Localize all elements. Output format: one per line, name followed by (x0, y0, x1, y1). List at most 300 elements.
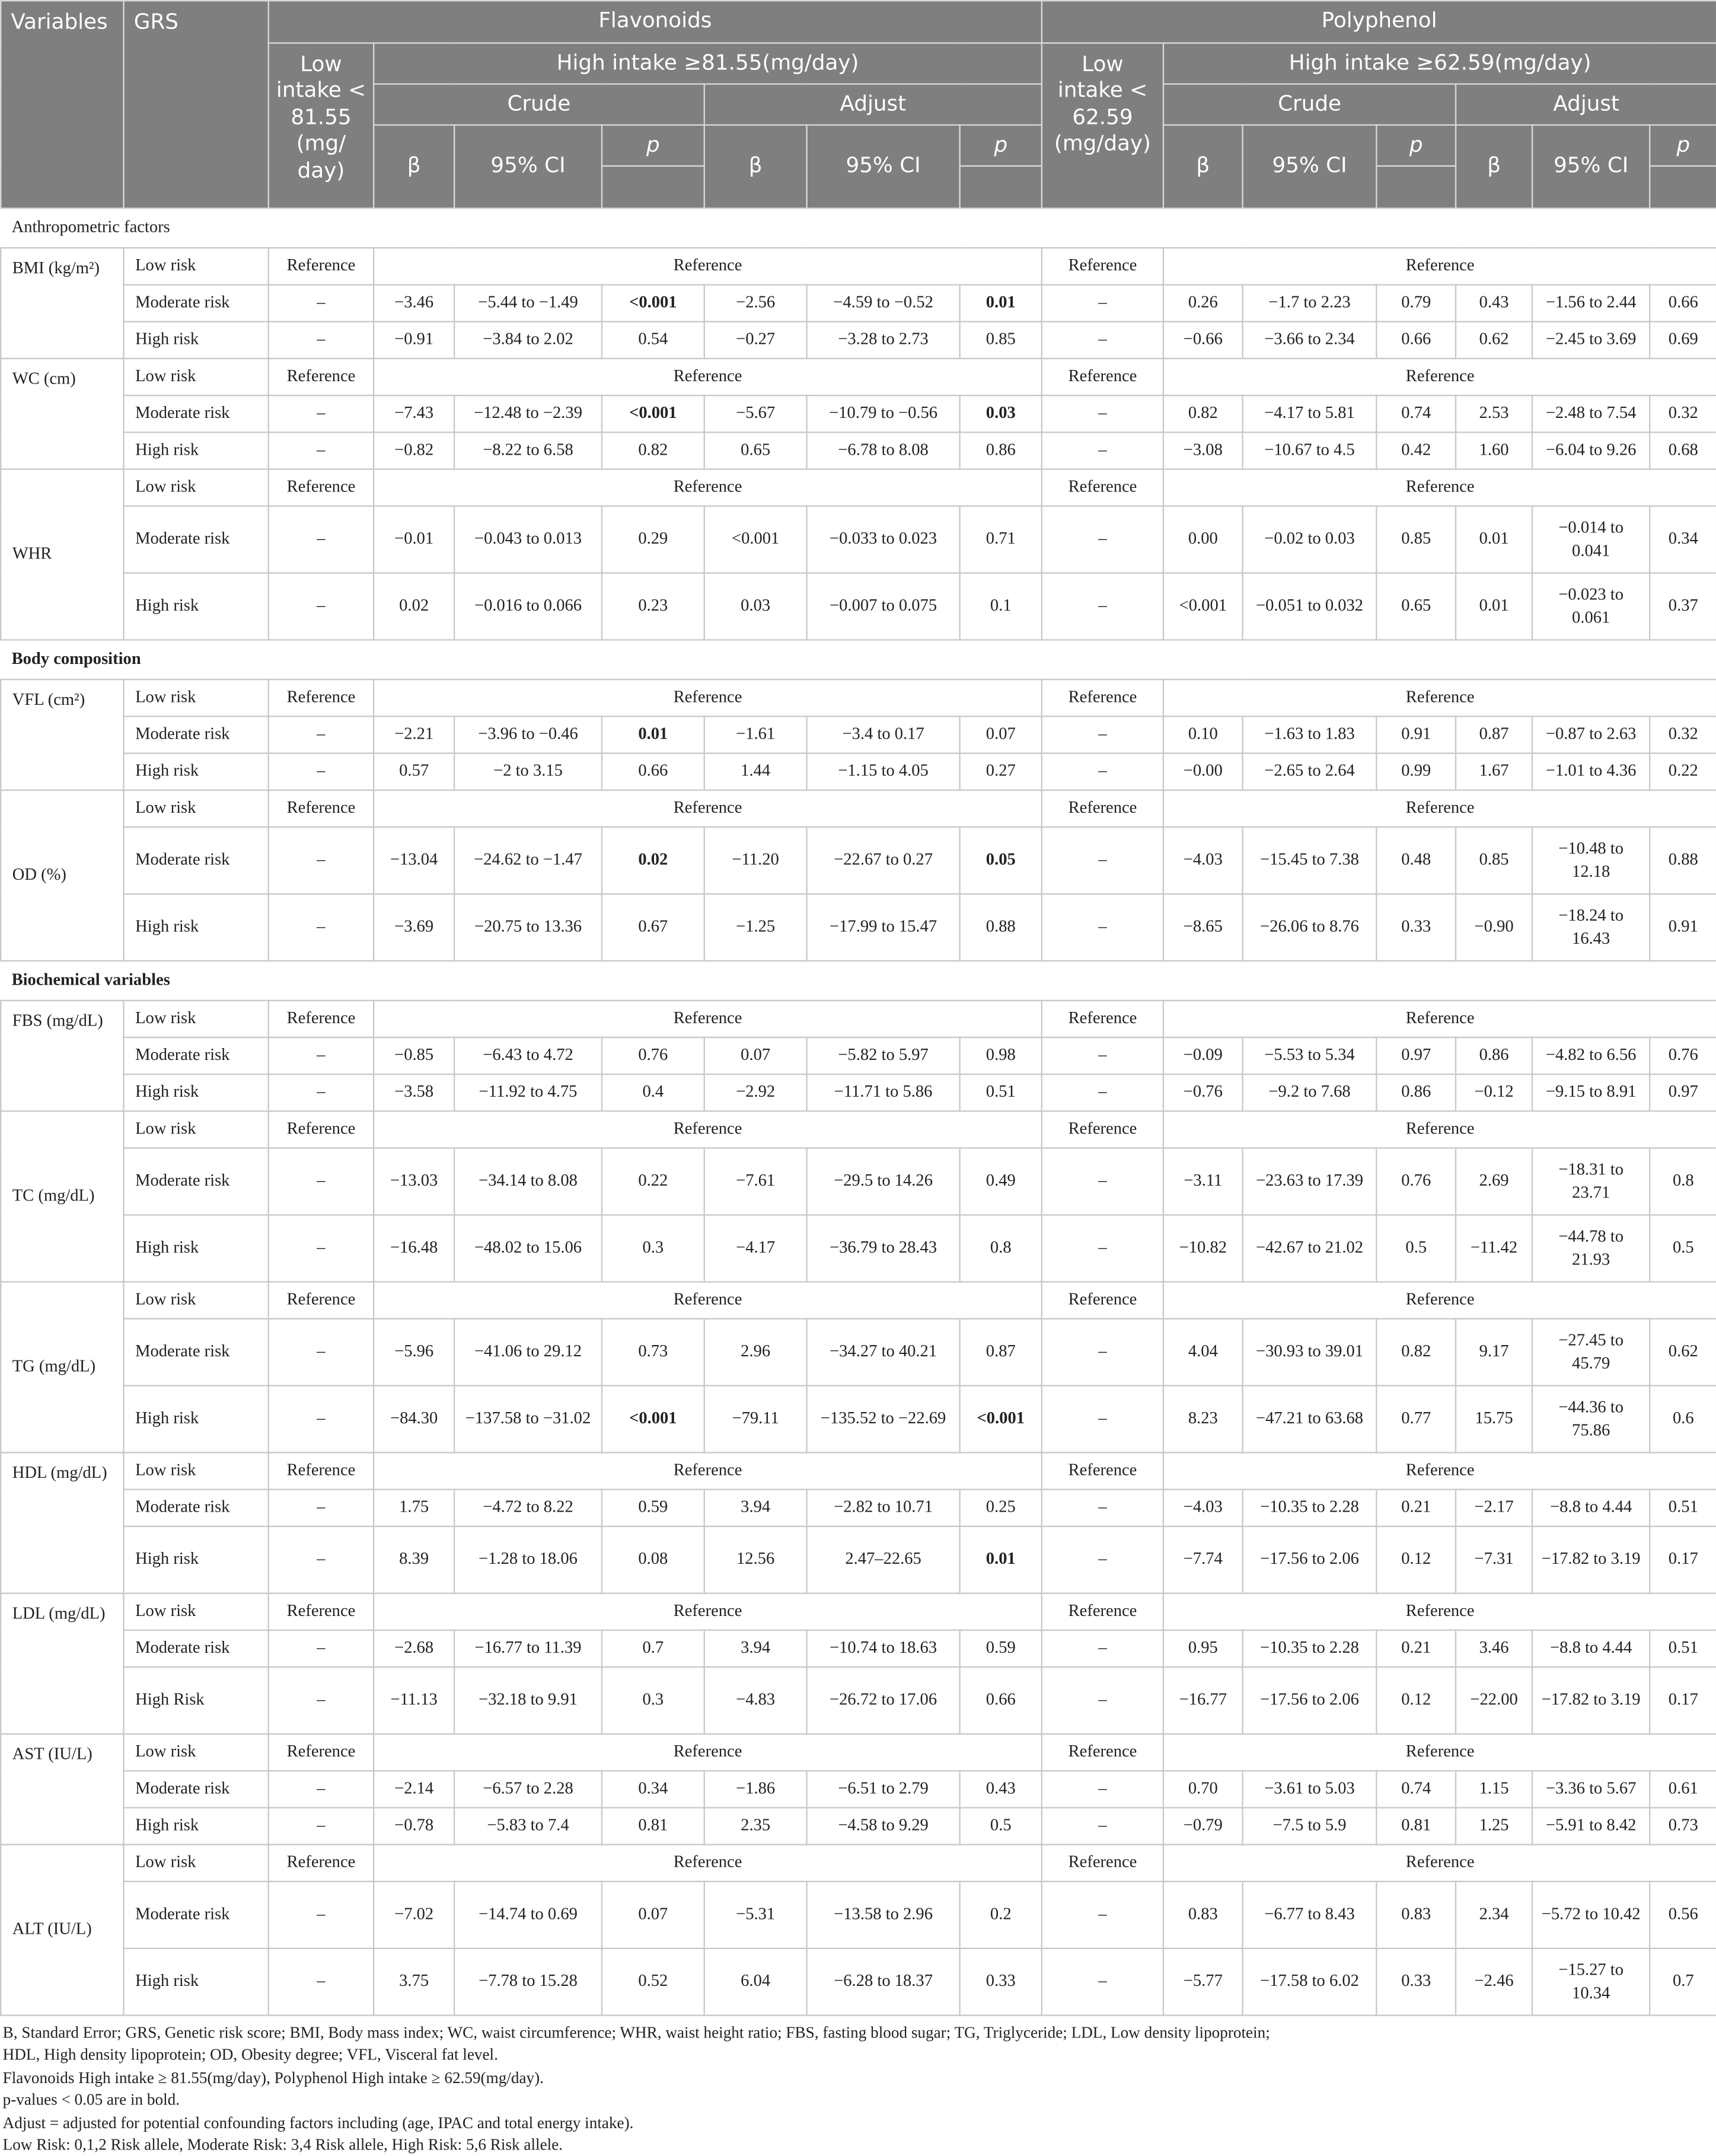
value-cell: −0.02 to 0.03 (1243, 506, 1377, 573)
header-flavonoids: Flavonoids (269, 1, 1042, 43)
value-cell: 0.37 (1650, 573, 1716, 640)
value-cell: −8.8 to 4.44 (1532, 1490, 1650, 1526)
value-cell: 0.97 (1376, 1037, 1456, 1074)
value-cell: −22.00 (1456, 1667, 1532, 1734)
table-header (1, 1, 1716, 208)
value-cell: – (1042, 322, 1163, 359)
value-cell: 0.07 (602, 1882, 704, 1949)
value-cell: −1.28 to 18.06 (454, 1526, 602, 1593)
value-cell: −34.14 to 8.08 (454, 1148, 602, 1215)
value-cell: 0.27 (960, 753, 1042, 790)
value-cell: 0.76 (1376, 1148, 1456, 1215)
value-cell: 0.86 (960, 432, 1042, 469)
value-cell: – (269, 1630, 374, 1667)
reference-cell: Reference (1042, 1845, 1163, 1882)
grs-level: High risk (124, 1074, 269, 1111)
value-cell: 0.81 (602, 1807, 704, 1844)
value-cell: −11.71 to 5.86 (807, 1074, 960, 1111)
table-body (1, 208, 1716, 2015)
value-cell: −0.014 to 0.041 (1532, 506, 1650, 573)
value-cell: −8.65 (1163, 894, 1243, 961)
value-cell: 3.75 (374, 1949, 454, 2016)
table-row (1, 1771, 1716, 1807)
value-cell: −10.35 to 2.28 (1243, 1490, 1377, 1526)
reference-cell: Reference (1163, 1452, 1716, 1489)
value-cell: −13.58 to 2.96 (807, 1882, 960, 1949)
table-row (1, 285, 1716, 321)
value-cell: 0.33 (1376, 894, 1456, 961)
value-cell: −44.78 to 21.93 (1532, 1215, 1650, 1282)
value-cell: <0.001 (602, 285, 704, 321)
table-row (1, 1037, 1716, 1074)
value-cell: – (269, 1148, 374, 1215)
grs-level: Low risk (124, 679, 269, 716)
value-cell: 0.74 (1376, 395, 1456, 432)
grs-level: High risk (124, 322, 269, 359)
value-cell: 0.08 (602, 1526, 704, 1593)
value-cell: 0.73 (1650, 1807, 1716, 1844)
value-cell: 0.76 (1650, 1037, 1716, 1074)
value-cell: −4.17 (704, 1215, 807, 1282)
table-row (1, 248, 1716, 285)
value-cell: −1.01 to 4.36 (1532, 753, 1650, 790)
variable-name: WC (cm) (1, 359, 123, 469)
value-cell: −29.5 to 14.26 (807, 1148, 960, 1215)
value-cell: 0.85 (1456, 827, 1532, 894)
table-row (1, 1148, 1716, 1215)
value-cell: 0.66 (602, 753, 704, 790)
value-cell: −10.82 (1163, 1215, 1243, 1282)
value-cell: 0.57 (374, 753, 454, 790)
reference-cell: Reference (269, 1593, 374, 1630)
value-cell: 0.02 (602, 827, 704, 894)
value-cell: 0.22 (1650, 753, 1716, 790)
value-cell: 1.15 (1456, 1771, 1532, 1807)
value-cell: −79.11 (704, 1386, 807, 1453)
value-cell: −44.36 to 75.86 (1532, 1386, 1650, 1453)
value-cell: <0.001 (704, 506, 807, 573)
value-cell: −22.67 to 0.27 (807, 827, 960, 894)
value-cell: −3.58 (374, 1074, 454, 1111)
value-cell: 0.66 (1376, 322, 1456, 359)
reference-cell: Reference (1042, 1734, 1163, 1771)
value-cell: −4.72 to 8.22 (454, 1490, 602, 1526)
value-cell: −1.86 (704, 1771, 807, 1807)
value-cell: 0.69 (1650, 322, 1716, 359)
value-cell: 0.33 (960, 1949, 1042, 2016)
value-cell: 2.53 (1456, 395, 1532, 432)
value-cell: 0.43 (1456, 285, 1532, 321)
value-cell: −20.75 to 13.36 (454, 894, 602, 961)
value-cell: −2.65 to 2.64 (1243, 753, 1377, 790)
reference-cell: Reference (1163, 248, 1716, 285)
value-cell: – (1042, 827, 1163, 894)
value-cell: −0.033 to 0.023 (807, 506, 960, 573)
value-cell: 0.88 (960, 894, 1042, 961)
header-polyphenol-high-intake: High intake ≥62.59(mg/day) (1163, 43, 1716, 84)
value-cell: −6.28 to 18.37 (807, 1949, 960, 2016)
value-cell: −4.17 to 5.81 (1243, 395, 1377, 432)
value-cell: <0.001 (960, 1386, 1042, 1453)
value-cell: 2.69 (1456, 1148, 1532, 1215)
value-cell: – (269, 1215, 374, 1282)
header-beta: β (374, 125, 454, 209)
value-cell: 0.5 (1376, 1215, 1456, 1282)
section-title: Anthropometric factors (1, 208, 1716, 248)
value-cell: −3.46 (374, 285, 454, 321)
value-cell: 0.66 (1650, 285, 1716, 321)
value-cell: −4.83 (704, 1667, 807, 1734)
header-p: p (960, 125, 1042, 166)
value-cell: 0.32 (1650, 395, 1716, 432)
value-cell: 0.51 (1650, 1630, 1716, 1667)
value-cell: −1.56 to 2.44 (1532, 285, 1650, 321)
value-cell: 0.74 (1376, 1771, 1456, 1807)
value-cell: 0.34 (602, 1771, 704, 1807)
value-cell: −0.66 (1163, 322, 1243, 359)
value-cell: 0.07 (704, 1037, 807, 1074)
value-cell: −7.78 to 15.28 (454, 1949, 602, 2016)
value-cell: 0.21 (1376, 1630, 1456, 1667)
reference-cell: Reference (374, 359, 1042, 395)
value-cell: −0.043 to 0.013 (454, 506, 602, 573)
value-cell: – (1042, 1319, 1163, 1386)
footnote-line: Low Risk: 0,1,2 Risk allele, Moderate Risk: 3,4 Risk allele, High Risk: 5,6 Risk allele. (2, 2135, 563, 2154)
grs-level: Moderate risk (124, 1148, 269, 1215)
variable-name: HDL (mg/dL) (1, 1452, 123, 1593)
section-title: Body composition (1, 640, 1716, 679)
value-cell: −15.45 to 7.38 (1243, 827, 1377, 894)
value-cell: 0.3 (602, 1215, 704, 1282)
value-cell: – (269, 573, 374, 640)
reference-cell: Reference (1042, 790, 1163, 827)
value-cell: 0.03 (960, 395, 1042, 432)
value-cell: −17.58 to 6.02 (1243, 1949, 1377, 2016)
value-cell: −10.79 to −0.56 (807, 395, 960, 432)
variable-name: AST (IU/L) (1, 1734, 123, 1845)
value-cell: −1.15 to 4.05 (807, 753, 960, 790)
value-cell: −5.53 to 5.34 (1243, 1037, 1377, 1074)
reference-cell: Reference (1163, 469, 1716, 506)
table-row (1, 1001, 1716, 1037)
value-cell: – (1042, 506, 1163, 573)
value-cell: – (269, 753, 374, 790)
footnote-line: HDL, High density lipoprotein; OD, Obesity degree; VFL, Visceral fat level. (2, 2045, 498, 2065)
value-cell: −137.58 to −31.02 (454, 1386, 602, 1453)
value-cell: – (1042, 1386, 1163, 1453)
value-cell: 0.73 (602, 1319, 704, 1386)
value-cell: 15.75 (1456, 1386, 1532, 1453)
value-cell: −7.61 (704, 1148, 807, 1215)
value-cell: – (269, 1386, 374, 1453)
reference-cell: Reference (269, 790, 374, 827)
table-row (1, 469, 1716, 506)
header-p: p (1376, 125, 1456, 166)
value-cell: 0.07 (960, 717, 1042, 753)
table-row (1, 1882, 1716, 1949)
grs-level: High risk (124, 573, 269, 640)
value-cell: 0.33 (1376, 1949, 1456, 2016)
value-cell: −17.56 to 2.06 (1243, 1526, 1377, 1593)
header-p: p (602, 125, 704, 166)
value-cell: 1.67 (1456, 753, 1532, 790)
grs-level: Moderate risk (124, 1630, 269, 1667)
value-cell: 2.35 (704, 1807, 807, 1844)
table-row (1, 573, 1716, 640)
value-cell: −11.13 (374, 1667, 454, 1734)
value-cell: 0.03 (704, 573, 807, 640)
value-cell: −3.69 (374, 894, 454, 961)
value-cell: 0.97 (1650, 1074, 1716, 1111)
value-cell: – (269, 1074, 374, 1111)
value-cell: −42.67 to 21.02 (1243, 1215, 1377, 1282)
value-cell: −0.12 (1456, 1074, 1532, 1111)
value-cell: −2.46 (1456, 1949, 1532, 2016)
value-cell: – (1042, 285, 1163, 321)
value-cell: – (269, 1490, 374, 1526)
value-cell: – (1042, 1037, 1163, 1074)
value-cell: −5.31 (704, 1882, 807, 1949)
table-row (1, 1845, 1716, 1882)
header-p: p (1650, 125, 1716, 166)
value-cell: 6.04 (704, 1949, 807, 2016)
table-row (1, 1074, 1716, 1111)
value-cell: <0.001 (602, 395, 704, 432)
value-cell: −5.44 to −1.49 (454, 285, 602, 321)
header-polyphenol-low-intake: Low intake < 62.59 (mg/day) (1042, 43, 1163, 209)
value-cell: 0.59 (960, 1630, 1042, 1667)
table-row (1, 753, 1716, 790)
value-cell: 0.68 (1650, 432, 1716, 469)
value-cell: −1.63 to 1.83 (1243, 717, 1377, 753)
value-cell: −9.15 to 8.91 (1532, 1074, 1650, 1111)
value-cell: −0.051 to 0.032 (1243, 573, 1377, 640)
header-beta: β (1456, 125, 1532, 209)
value-cell: −2.21 (374, 717, 454, 753)
value-cell: 0.32 (1650, 717, 1716, 753)
grs-level: High risk (124, 1949, 269, 2016)
grs-level: High risk (124, 1526, 269, 1593)
grs-level: Low risk (124, 1282, 269, 1318)
value-cell: −3.08 (1163, 432, 1243, 469)
value-cell: 0.5 (960, 1807, 1042, 1844)
value-cell: −7.02 (374, 1882, 454, 1949)
reference-cell: Reference (1163, 1845, 1716, 1882)
grs-level: Low risk (124, 469, 269, 506)
value-cell: 0.22 (602, 1148, 704, 1215)
table-row (1, 1490, 1716, 1526)
reference-cell: Reference (269, 1845, 374, 1882)
value-cell: −16.77 to 11.39 (454, 1630, 602, 1667)
grs-level: Low risk (124, 790, 269, 827)
value-cell: −5.77 (1163, 1949, 1243, 2016)
value-cell: 0.83 (1163, 1882, 1243, 1949)
value-cell: 0.70 (1163, 1771, 1243, 1807)
reference-cell: Reference (269, 1001, 374, 1037)
value-cell: −4.59 to −0.52 (807, 285, 960, 321)
reference-cell: Reference (269, 469, 374, 506)
value-cell: – (1042, 894, 1163, 961)
footnote-line: B, Standard Error; GRS, Genetic risk score; BMI, Body mass index; WC, waist circumference; WHR, waist height ratio; FBS, fasting blood sugar; TG, Triglyceride; LDL, Low density lipoprotein; (2, 2023, 1270, 2042)
value-cell: −30.93 to 39.01 (1243, 1319, 1377, 1386)
variable-name: BMI (kg/m²) (1, 248, 123, 359)
value-cell: −0.82 (374, 432, 454, 469)
value-cell: – (269, 432, 374, 469)
value-cell: 0.29 (602, 506, 704, 573)
value-cell: – (269, 1037, 374, 1074)
value-cell: −0.01 (374, 506, 454, 573)
value-cell: −6.77 to 8.43 (1243, 1882, 1377, 1949)
value-cell: −15.27 to 10.34 (1532, 1949, 1650, 2016)
value-cell: −3.96 to −0.46 (454, 717, 602, 753)
value-cell: −4.82 to 6.56 (1532, 1037, 1650, 1074)
reference-cell: Reference (1163, 679, 1716, 716)
value-cell: – (1042, 573, 1163, 640)
reference-cell: Reference (269, 1734, 374, 1771)
table-row (1, 1593, 1716, 1630)
value-cell: −48.02 to 15.06 (454, 1215, 602, 1282)
value-cell: −41.06 to 29.12 (454, 1319, 602, 1386)
value-cell: 0.25 (960, 1490, 1042, 1526)
header-polyphenol-crude: Crude (1163, 84, 1456, 125)
reference-cell: Reference (374, 679, 1042, 716)
table-row (1, 1667, 1716, 1734)
value-cell: −14.74 to 0.69 (454, 1882, 602, 1949)
value-cell: −47.21 to 63.68 (1243, 1386, 1377, 1453)
value-cell: −18.31 to 23.71 (1532, 1148, 1650, 1215)
table-row (1, 717, 1716, 753)
value-cell: 2.47–22.65 (807, 1526, 960, 1593)
value-cell: −0.023 to 0.061 (1532, 573, 1650, 640)
value-cell: – (1042, 1949, 1163, 2016)
footnote-line: Adjust = adjusted for potential confounding factors including (age, IPAC and total energy intake). (2, 2112, 634, 2132)
value-cell: 0.1 (960, 573, 1042, 640)
table-row (1, 679, 1716, 716)
value-cell: −34.27 to 40.21 (807, 1319, 960, 1386)
grs-level: Moderate risk (124, 506, 269, 573)
value-cell: −5.83 to 7.4 (454, 1807, 602, 1844)
value-cell: – (1042, 1490, 1163, 1526)
value-cell: 4.04 (1163, 1319, 1243, 1386)
variable-name: FBS (mg/dL) (1, 1001, 123, 1111)
value-cell: −17.99 to 15.47 (807, 894, 960, 961)
value-cell: – (1042, 1667, 1163, 1734)
value-cell: −27.45 to 45.79 (1532, 1319, 1650, 1386)
reference-cell: Reference (374, 1282, 1042, 1318)
value-cell: −135.52 to −22.69 (807, 1386, 960, 1453)
value-cell: −6.78 to 8.08 (807, 432, 960, 469)
variable-name: WHR (1, 469, 123, 640)
value-cell: – (269, 1771, 374, 1807)
value-cell: 0.52 (602, 1949, 704, 2016)
table-row (1, 1111, 1716, 1148)
grs-level: High risk (124, 1386, 269, 1453)
grs-level: Moderate risk (124, 717, 269, 753)
value-cell: −0.00 (1163, 753, 1243, 790)
value-cell: – (269, 322, 374, 359)
value-cell: 1.75 (374, 1490, 454, 1526)
value-cell: 0.51 (960, 1074, 1042, 1111)
table-row (1, 432, 1716, 469)
value-cell: – (269, 1319, 374, 1386)
value-cell: 0.87 (960, 1319, 1042, 1386)
table-row (1, 506, 1716, 573)
variable-name: VFL (cm²) (1, 679, 123, 790)
value-cell: −0.76 (1163, 1074, 1243, 1111)
header-beta: β (704, 125, 807, 209)
value-cell: −13.04 (374, 827, 454, 894)
value-cell: −0.87 to 2.63 (1532, 717, 1650, 753)
value-cell: 0.26 (1163, 285, 1243, 321)
value-cell: −1.25 (704, 894, 807, 961)
header-ci: 95% CI (807, 125, 960, 209)
value-cell: 2.96 (704, 1319, 807, 1386)
reference-cell: Reference (1042, 1452, 1163, 1489)
value-cell: 0.6 (1650, 1386, 1716, 1453)
value-cell: −0.90 (1456, 894, 1532, 961)
value-cell: – (1042, 717, 1163, 753)
value-cell: −6.57 to 2.28 (454, 1771, 602, 1807)
value-cell: – (1042, 1526, 1163, 1593)
value-cell: −4.58 to 9.29 (807, 1807, 960, 1844)
value-cell: 0.79 (1376, 285, 1456, 321)
value-cell: 0.59 (602, 1490, 704, 1526)
table-row (1, 1452, 1716, 1489)
grs-level: Moderate risk (124, 827, 269, 894)
value-cell: −10.48 to 12.18 (1532, 827, 1650, 894)
grs-level: Low risk (124, 1452, 269, 1489)
value-cell: −26.06 to 8.76 (1243, 894, 1377, 961)
value-cell: 0.01 (1456, 506, 1532, 573)
grs-level: Moderate risk (124, 395, 269, 432)
reference-cell: Reference (269, 1282, 374, 1318)
value-cell: −7.31 (1456, 1526, 1532, 1593)
reference-cell: Reference (374, 1734, 1042, 1771)
value-cell: 0.3 (602, 1667, 704, 1734)
grs-level: Low risk (124, 1111, 269, 1148)
value-cell: 0.8 (1650, 1148, 1716, 1215)
value-cell: 0.7 (1650, 1949, 1716, 2016)
value-cell: −0.85 (374, 1037, 454, 1074)
value-cell: 0.8 (960, 1215, 1042, 1282)
value-cell: 9.17 (1456, 1319, 1532, 1386)
header-spacer (960, 166, 1042, 208)
value-cell: – (269, 1526, 374, 1593)
value-cell: 0.56 (1650, 1882, 1716, 1949)
grs-level: High risk (124, 894, 269, 961)
header-flavonoids-crude: Crude (374, 84, 704, 125)
value-cell: −10.35 to 2.28 (1243, 1630, 1377, 1667)
value-cell: 0.54 (602, 322, 704, 359)
value-cell: 8.23 (1163, 1386, 1243, 1453)
value-cell: −5.67 (704, 395, 807, 432)
value-cell: −3.61 to 5.03 (1243, 1771, 1377, 1807)
value-cell: −7.43 (374, 395, 454, 432)
value-cell: −16.77 (1163, 1667, 1243, 1734)
reference-cell: Reference (1163, 359, 1716, 395)
value-cell: −2 to 3.15 (454, 753, 602, 790)
value-cell: −24.62 to −1.47 (454, 827, 602, 894)
value-cell: −18.24 to 16.43 (1532, 894, 1650, 961)
value-cell: 0.23 (602, 573, 704, 640)
reference-cell: Reference (1042, 248, 1163, 285)
table-row (1, 790, 1716, 827)
value-cell: – (269, 717, 374, 753)
value-cell: −0.09 (1163, 1037, 1243, 1074)
value-cell: 0.51 (1650, 1490, 1716, 1526)
value-cell: 0.86 (1456, 1037, 1532, 1074)
table-row (1, 1319, 1716, 1386)
